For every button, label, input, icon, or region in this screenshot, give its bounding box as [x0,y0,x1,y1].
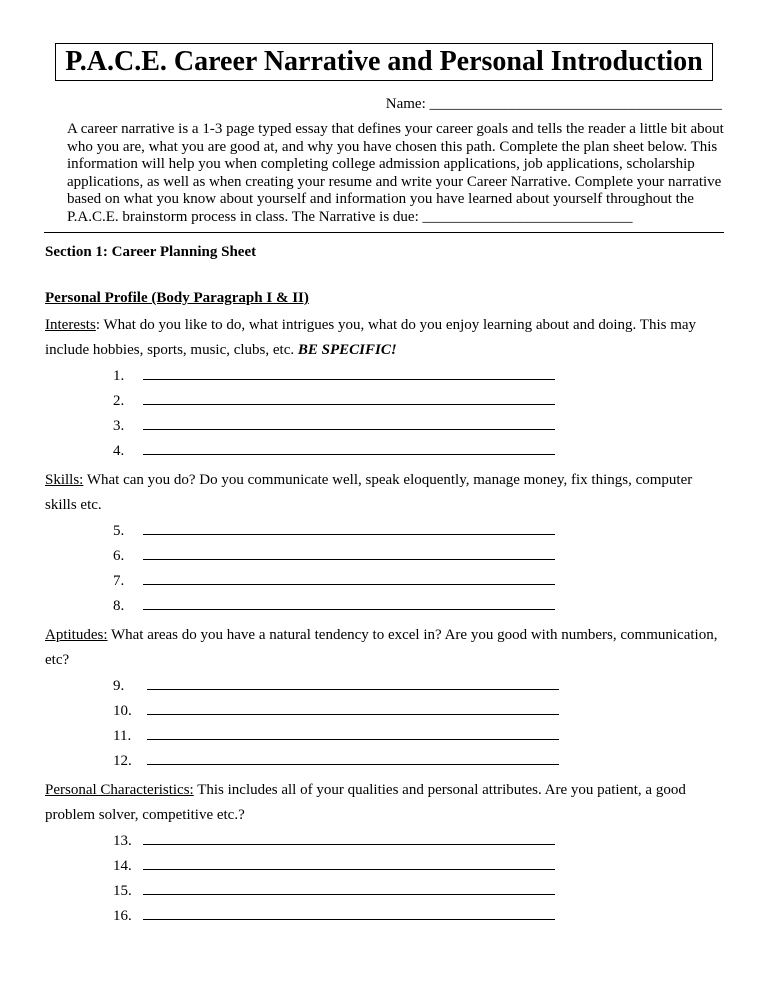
answer-line[interactable] [113,598,555,615]
answer-number: 16. [113,908,132,924]
blank-line[interactable] [143,559,555,560]
blank-line[interactable] [143,894,555,895]
answer-number: 9. [113,678,125,694]
answer-line[interactable] [113,443,555,460]
blank-line[interactable] [143,844,555,845]
answer-number: 4. [113,443,125,459]
answer-line[interactable] [113,393,555,410]
blank-line[interactable] [143,454,555,455]
intro-paragraph: A career narrative is a 1-3 page typed essay that defines your career goals and tells the reader a little bit about who you are, what you are good at, and why you have chosen this path. Complete the plan sheet below. This information will help you when completing college admission applications, job applications, scholarship applications, as well as when creating your resume and write your Career Narrative. Complete your narrative based on what you know about yourself and information you have learned about yourself throughout the P.A.C.E. brainstorm process in class. The Narrative is due: ____________________________ [67,121,724,225]
blank-line[interactable] [147,689,559,690]
answer-number: 5. [113,523,125,539]
answer-line[interactable] [113,858,555,875]
answer-number: 6. [113,548,125,564]
section1-heading: Section 1: Career Planning Sheet [45,244,257,260]
answer-line[interactable] [113,523,555,540]
answer-number: 7. [113,573,125,589]
blank-line[interactable] [147,764,559,765]
blank-line[interactable] [147,714,559,715]
characteristics-label: Personal Characteristics: [45,782,194,798]
answer-number: 1. [113,368,125,384]
page-title: P.A.C.E. Career Narrative and Personal Introduction [55,43,713,81]
answer-line[interactable] [113,573,555,590]
answer-number: 2. [113,393,125,409]
answer-line[interactable] [113,883,555,900]
answer-line[interactable] [113,703,559,720]
aptitudes-prompt [45,623,725,673]
answer-line[interactable] [113,678,559,695]
blank-line[interactable] [143,869,555,870]
answer-line[interactable] [113,368,555,385]
answer-line[interactable] [113,833,555,850]
blank-line[interactable] [143,534,555,535]
characteristics-text: This includes all of your qualities and personal attributes. Are you patient, a good problem solver, competitive etc.? [45,782,686,823]
answer-number: 14. [113,858,132,874]
answer-line[interactable] [113,753,559,770]
answer-line[interactable] [113,548,555,565]
blank-line[interactable] [147,739,559,740]
blank-line[interactable] [143,429,555,430]
skills-label: Skills: [45,472,84,488]
answer-number: 11. [113,728,132,744]
personal-profile-heading: Personal Profile (Body Paragraph I & II) [45,290,309,306]
characteristics-prompt [45,778,725,828]
answer-number: 3. [113,418,125,434]
blank-line[interactable] [143,919,555,920]
aptitudes-label: Aptitudes: [45,627,108,643]
answer-number: 12. [113,753,132,769]
name-field[interactable]: Name: _______________________________________ [385,96,722,112]
answer-line[interactable] [113,728,559,745]
blank-line[interactable] [143,584,555,585]
aptitudes-text: What areas do you have a natural tendency to excel in? Are you good with numbers, communication, etc? [45,627,718,668]
answer-number: 13. [113,833,132,849]
answer-line[interactable] [113,418,555,435]
skills-text: What can you do? Do you communicate well, speak eloquently, manage money, fix things, computer skills etc. [45,472,693,513]
blank-line[interactable] [143,609,555,610]
skills-prompt [45,468,725,518]
answer-number: 15. [113,883,132,899]
interests-prompt [45,313,725,363]
answer-number: 10. [113,703,132,719]
interests-text: : What do you like to do, what intrigues you, what do you enjoy learning about and doing. This may include hobbies, sports, music, clubs, etc. [45,317,697,358]
blank-line[interactable] [143,379,555,380]
interests-label: Interests [45,317,96,333]
answer-line[interactable] [113,908,555,925]
blank-line[interactable] [143,404,555,405]
interests-emphasis: BE SPECIFIC! [297,342,397,358]
divider [44,232,724,233]
answer-number: 8. [113,598,125,614]
